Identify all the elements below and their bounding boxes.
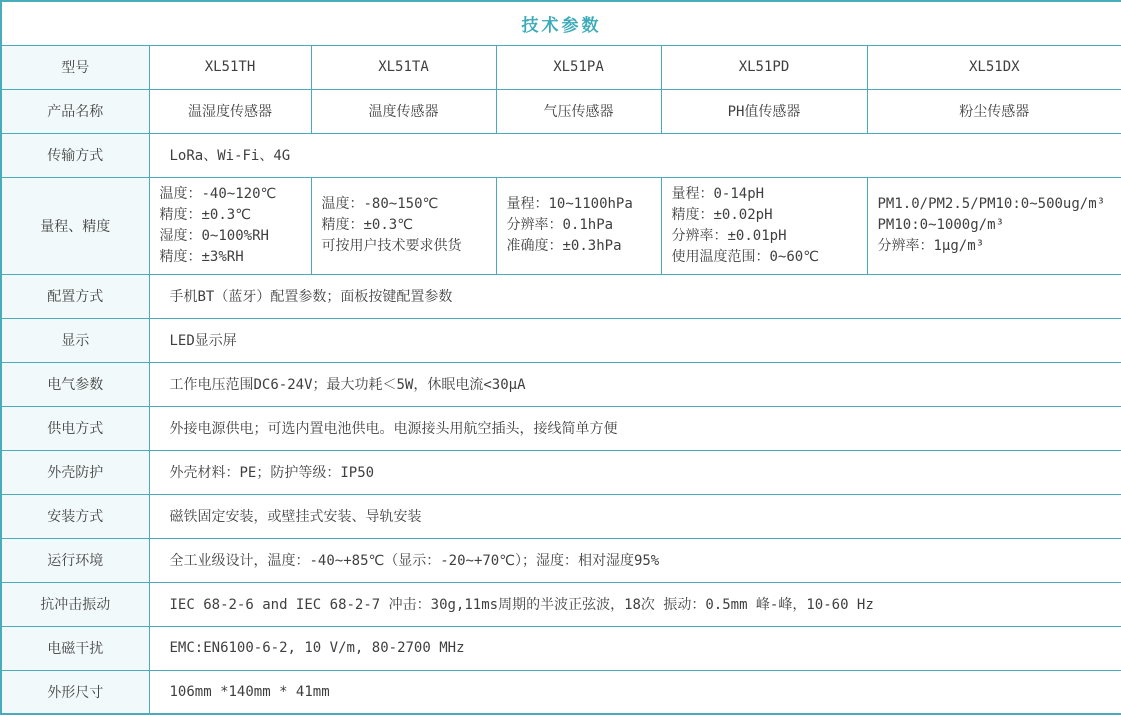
row-label-installation: 安装方式 [1,494,149,538]
row-label-range-precision: 量程、精度 [1,177,149,274]
product-name-cell: PH值传感器 [661,89,867,133]
spec-line: 使用温度范围：0~60℃ [671,248,819,265]
spec-value-cell: 工作电压范围DC6-24V；最大功耗＜5W，休眠电流<30μA [149,362,1121,406]
range-precision-cell [149,177,311,274]
spec-line: 准确度：±0.3hPa [506,238,622,254]
row-label-environment: 运行环境 [1,538,149,582]
row-label-dimensions: 外形尺寸 [1,670,149,714]
spec-line: PM1.0/PM2.5/PM10:0~500ug/m³ [877,196,1106,212]
row-label-configuration: 配置方式 [1,274,149,318]
page-title: 技术参数 [1,1,1121,45]
spec-line: 量程：0-14pH [671,185,765,202]
range-precision-cell [661,177,867,274]
row-label-emi: 电磁干扰 [1,626,149,670]
spec-value-cell: IEC 68-2-6 and IEC 68-2-7 冲击：30g,11ms周期的半波正弦波，18次 振动：0.5mm 峰-峰，10-60 Hz [149,582,1121,626]
table-row-enclosure [1,450,1121,494]
product-name-cell: 温度传感器 [311,89,496,133]
spec-line: 分辨率：±0.01pH [671,227,787,244]
range-precision-cell [496,177,661,274]
spec-value-cell: LoRa、Wi-Fi、4G [149,133,1121,177]
spec-line: PM10:0~1000g/m³ [877,217,1004,233]
spec-value-cell: 手机BT（蓝牙）配置参数；面板按键配置参数 [149,274,1121,318]
model-cell: XL51TA [311,45,496,89]
row-label-model: 型号 [1,45,149,89]
spec-line: 量程：10~1100hPa [506,196,633,212]
row-label-electrical: 电气参数 [1,362,149,406]
row-label-transmission: 传输方式 [1,133,149,177]
spec-line: 精度：±0.3℃ [321,217,413,233]
spec-line: 精度：±3%RH [159,248,244,265]
spec-line: 湿度：0~100%RH [159,227,269,244]
title-row [1,1,1121,45]
spec-line: 温度：-80~150℃ [321,196,439,212]
table-row-range-precision [1,177,1121,274]
product-name-cell: 温湿度传感器 [149,89,311,133]
model-cell: XL51TH [149,45,311,89]
spec-value-cell: 全工业级设计，温度：-40~+85℃（显示：-20~+70℃）；湿度：相对湿度95% [149,538,1121,582]
product-name-cell: 粉尘传感器 [867,89,1121,133]
spec-value-cell: 106mm *140mm * 41mm [149,670,1121,714]
spec-line: 温度：-40~120℃ [159,185,277,202]
row-label-enclosure: 外壳防护 [1,450,149,494]
table-row-electrical [1,362,1121,406]
table-row-product-name [1,89,1121,133]
row-label-product-name: 产品名称 [1,89,149,133]
table-row-emi [1,626,1121,670]
table-row-environment [1,538,1121,582]
spec-value-cell: LED显示屏 [149,318,1121,362]
model-cell: XL51PD [661,45,867,89]
spec-value-cell: 磁铁固定安装，或壁挂式安装、导轨安装 [149,494,1121,538]
row-label-display: 显示 [1,318,149,362]
row-label-shock-vibration: 抗冲击振动 [1,582,149,626]
table-row-dimensions [1,670,1121,714]
spec-value-cell: 外接电源供电；可选内置电池供电。电源接头用航空插头，接线简单方便 [149,406,1121,450]
spec-line: 精度：±0.3℃ [159,206,251,223]
spec-value-cell: EMC:EN6100-6-2, 10 V/m, 80-2700 MHz [149,626,1121,670]
spec-line: 精度：±0.02pH [671,206,773,223]
model-cell: XL51DX [867,45,1121,89]
spec-line: 分辨率：1μg/m³ [877,238,985,254]
spec-line: 分辨率：0.1hPa [506,217,614,233]
table-row-shock-vibration [1,582,1121,626]
table-row-display [1,318,1121,362]
row-label-power-supply: 供电方式 [1,406,149,450]
table-row-transmission [1,133,1121,177]
spec-value-cell: 外壳材料：PE；防护等级：IP50 [149,450,1121,494]
table-row-configuration [1,274,1121,318]
model-cell: XL51PA [496,45,661,89]
range-precision-cell [311,177,496,274]
table-row-power-supply [1,406,1121,450]
range-precision-cell [867,177,1121,274]
table-row-installation [1,494,1121,538]
product-name-cell: 气压传感器 [496,89,661,133]
table-row-model [1,45,1121,89]
spec-line: 可按用户技术要求供货 [321,238,462,254]
